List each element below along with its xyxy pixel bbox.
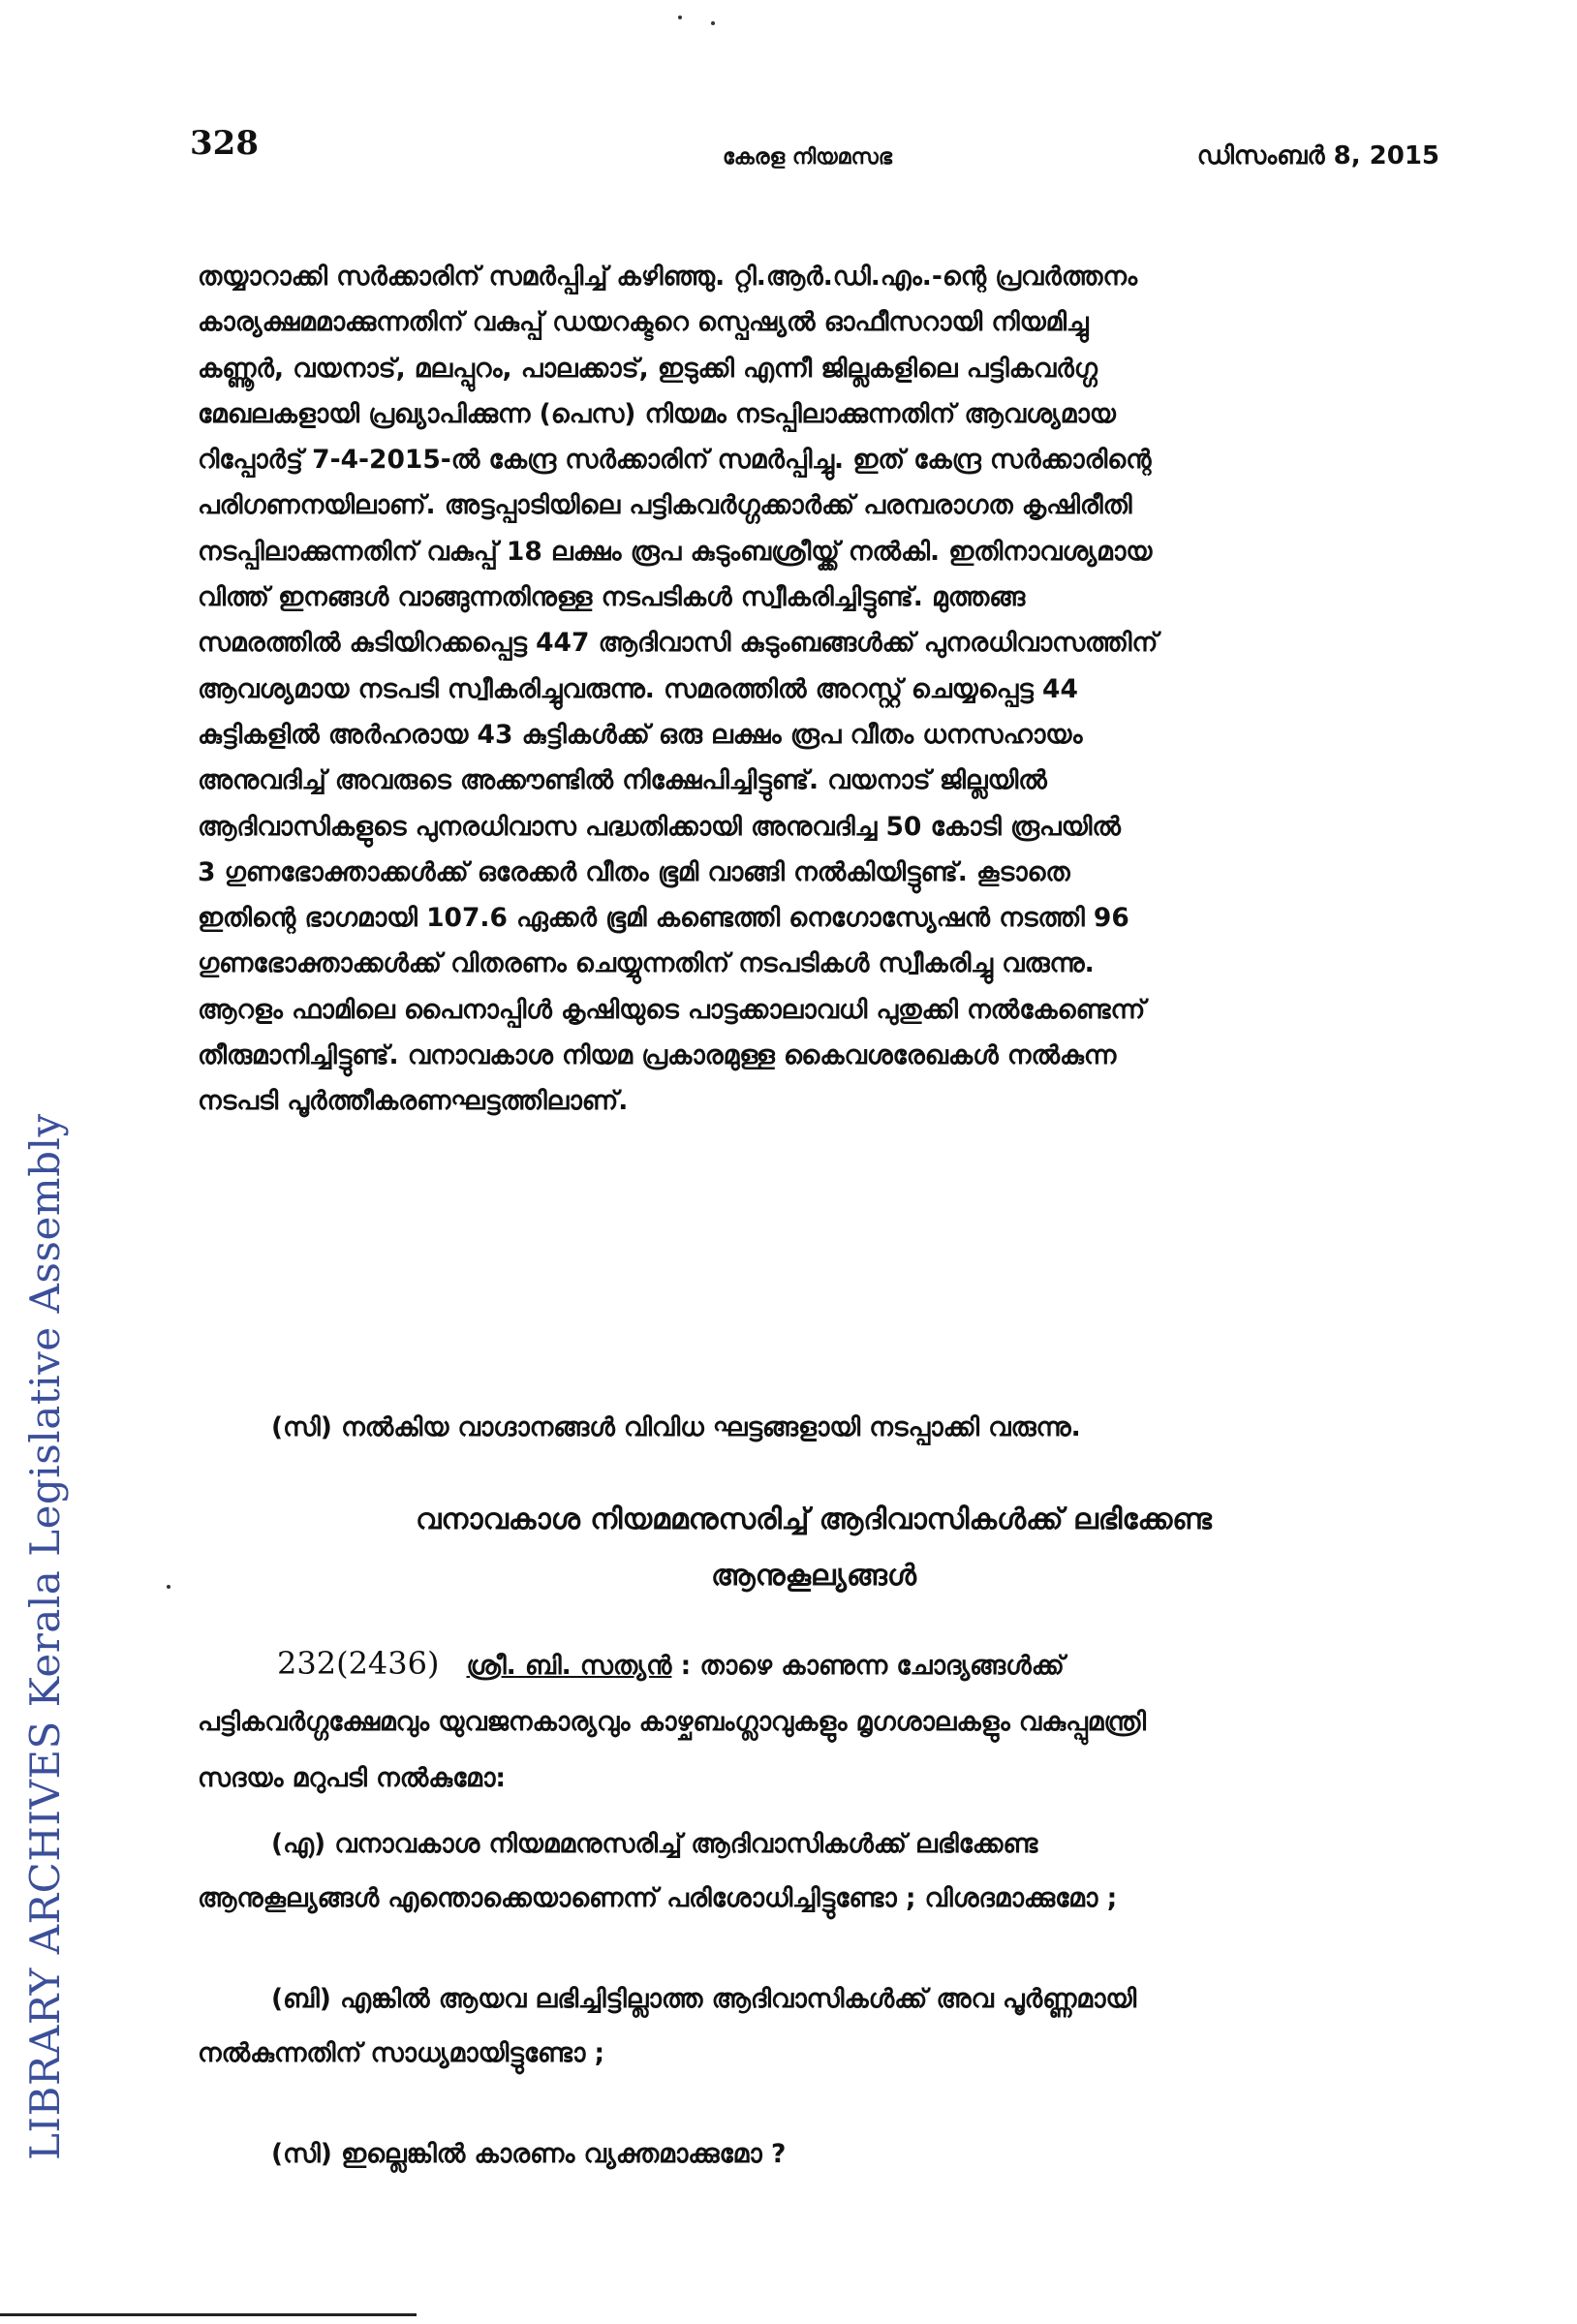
section-heading <box>194 1492 1434 1604</box>
question-intro-line-3: സദയം മറുപടി നൽകുമോ: <box>198 1763 506 1793</box>
body-line: ആദിവാസികളുടെ പുനരധിവാസ പദ്ധതിക്കായി അനുവദിച്ച 50 കോടി രൂപയിൽ <box>198 811 1121 842</box>
body-line: കുട്ടികളിൽ അർഹരായ 43 കുട്ടികൾക്ക് ഒരു ലക്ഷം രൂപ വീതം ധനസഹായം <box>198 719 1083 750</box>
sub-question-a <box>198 1817 1434 1926</box>
body-line: റിപ്പോർട്ട് 7-4-2015-ൽ കേന്ദ്ര സർക്കാരിന് സമർപ്പിച്ചു. ഇത് കേന്ദ്ര സർക്കാരിന്റെ <box>198 445 1152 476</box>
sub-question-c <box>198 2127 1434 2182</box>
question-intro-line-1 <box>198 1635 1434 1694</box>
answer-item-c: (സി) നൽകിയ വാഗ്ദാനങ്ങൾ വിവിധ ഘട്ടങ്ങളായി നടപ്പാക്കി വരുന്നു. <box>271 1412 1081 1442</box>
footer-rule <box>0 2313 417 2316</box>
question-intro <box>198 1635 1434 1807</box>
body-line: ആറളം ഫാമിലെ പൈനാപ്പിൾ കൃഷിയുടെ പാട്ടക്കാലാവധി പുതുക്കി നൽകേണ്ടെന്ന് <box>198 994 1146 1025</box>
body-line: ഗുണഭോക്താക്കൾക്ക് വിതരണം ചെയ്യുന്നതിന് നടപടികൾ സ്വീകരിച്ചു വരുന്നു. <box>198 948 1095 979</box>
body-line: കാര്യക്ഷമമാക്കുന്നതിന് വകുപ്പ് ഡയറക്ടറെ സ്പെഷ്യൽ ഓഫീസറായി നിയമിച്ചു <box>198 307 1089 338</box>
body-line: കണ്ണൂർ, വയനാട്, മലപ്പുറം, പാലക്കാട്, ഇടുക്കി എന്നീ ജില്ലകളിലെ പട്ടികവർഗ്ഗ <box>198 353 1098 384</box>
running-title: കേരള നിയമസഭ <box>723 145 892 170</box>
page-number: 328 <box>190 124 259 163</box>
body-line: നടപടി പൂർത്തീകരണഘട്ടത്തിലാണ്. <box>198 1086 629 1117</box>
answer-body <box>198 254 1434 1125</box>
question-intro-line-2: പട്ടികവർഗ്ഗക്ഷേമവും യുവജനകാര്യവും കാഴ്ചബംഗ്ലാവുകളും മൃഗശാലകളും വകുപ്പുമന്ത്രി <box>198 1707 1147 1737</box>
section-heading-line-2: ആനുകൂല്യങ്ങൾ <box>711 1559 916 1593</box>
sub-question-b-line-2: നൽകുന്നതിന് സാധ്യമായിട്ടുണ്ടോ ; <box>198 2038 605 2068</box>
body-line: നടപ്പിലാക്കുന്നതിന് വകുപ്പ് 18 ലക്ഷം രൂപ കുടുംബശ്രീയ്ക്ക് നൽകി. ഇതിനാവശ്യമായ <box>198 536 1153 567</box>
body-line: വിത്ത് ഇനങ്ങൾ വാങ്ങുന്നതിനുള്ള നടപടികൾ സ്വീകരിച്ചിട്ടുണ്ട്. മുത്തങ്ങ <box>198 582 1026 613</box>
scan-speck <box>167 1585 170 1589</box>
member-name: ശ്രീ. ബി. സത്യൻ <box>466 1651 672 1681</box>
body-line: തയ്യാറാക്കി സർക്കാരിന് സമർപ്പിച്ച് കഴിഞ്ഞു. റ്റി.ആർ.ഡി.എം.-ന്റെ പ്രവർത്തനം <box>198 262 1138 292</box>
sub-question-c-line-1: (സി) ഇല്ലെങ്കിൽ കാരണം വ്യക്തമാക്കുമോ ? <box>271 2139 787 2169</box>
body-line: സമരത്തിൽ കുടിയിറക്കപ്പെട്ട 447 ആദിവാസി കുടുംബങ്ങൾക്ക് പുനരധിവാസത്തിന് <box>198 628 1159 659</box>
body-line: മേഖലകളായി പ്രഖ്യാപിക്കുന്ന (പെസ) നിയമം നടപ്പിലാക്കുന്നതിന് ആവശ്യമായ <box>198 398 1116 429</box>
question-number: 232(2436) <box>277 1645 440 1682</box>
header-date: ഡിസംബർ 8, 2015 <box>1196 141 1439 170</box>
section-heading-line-1: വനാവകാശ നിയമമനുസരിച്ച് ആദിവാസികൾക്ക് ലഭിക്കേണ്ട <box>416 1503 1212 1536</box>
sub-question-a-line-1: (എ) വനാവകാശ നിയമമനുസരിച്ച് ആദിവാസികൾക്ക് ലഭിക്കേണ്ട <box>271 1829 1038 1859</box>
scan-speck <box>678 15 682 19</box>
sub-question-a-line-2: ആനുകൂല്യങ്ങൾ എന്തൊക്കെയാണെന്ന് പരിശോധിച്ചിട്ടുണ്ടോ ; വിശദമാക്കുമോ ; <box>198 1883 1118 1913</box>
sub-question-b-line-1: (ബി) എങ്കിൽ ആയവ ലഭിച്ചിട്ടില്ലാത്ത ആദിവാസികൾക്ക് അവ പൂർണ്ണമായി <box>271 1984 1137 2014</box>
page-header <box>190 124 1439 172</box>
sub-question-b <box>198 1972 1434 2081</box>
scan-speck <box>711 21 715 25</box>
body-line: തീരുമാനിച്ചിട്ടുണ്ട്. വനാവകാശ നിയമ പ്രകാരമുള്ള കൈവശരേഖകൾ നൽകുന്ന <box>198 1040 1117 1071</box>
body-line: അനുവദിച്ച് അവരുടെ അക്കൗണ്ടിൽ നിക്ഷേപിച്ചിട്ടുണ്ട്. വയനാട് ജില്ലയിൽ <box>198 765 1047 796</box>
body-line: ഇതിന്റെ ഭാഗമായി 107.6 ഏക്കർ ഭൂമി കണ്ടെത്തി നെഗോസ്യേഷൻ നടത്തി 96 <box>198 903 1129 934</box>
body-line: ആവശ്യമായ നടപടി സ്വീകരിച്ചുവരുന്നു. സമരത്തിൽ അറസ്റ്റ് ചെയ്യപ്പെട്ട 44 <box>198 673 1078 704</box>
body-line: 3 ഗുണഭോക്താക്കൾക്ക് ഒരേക്കർ വീതം ഭൂമി വാങ്ങി നൽകിയിട്ടുണ്ട്. കൂടാതെ <box>198 856 1070 887</box>
archive-watermark: LIBRARY ARCHIVES Kerala Legislative Assembly <box>21 1113 69 2160</box>
question-intro-rest: : താഴെ കാണുന്ന ചോദ്യങ്ങൾക്ക് <box>680 1651 1065 1681</box>
body-line: പരിഗണനയിലാണ്. അട്ടപ്പാടിയിലെ പട്ടികവർഗ്ഗക്കാർക്ക് പരമ്പരാഗത കൃഷിരീതി <box>198 490 1132 521</box>
